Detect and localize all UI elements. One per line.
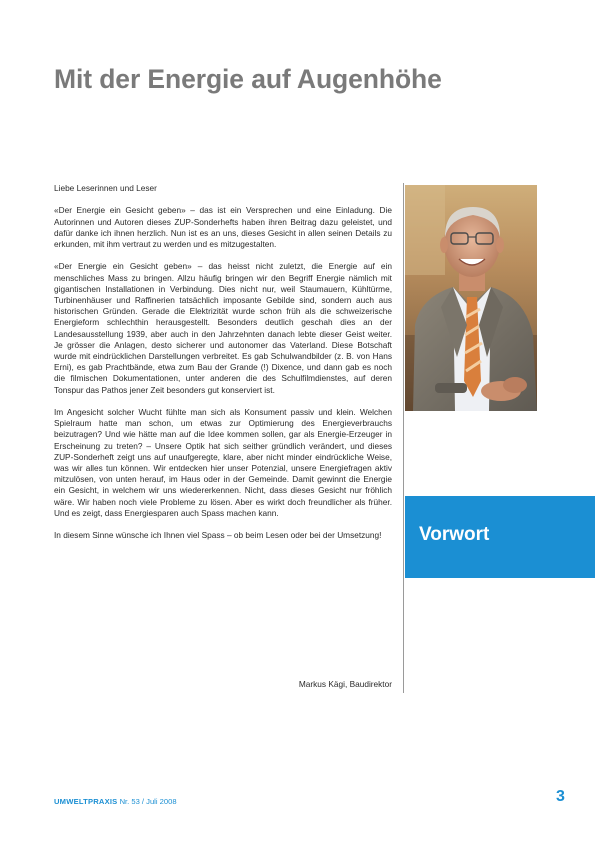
footer-publication	[54, 797, 177, 806]
signature: Markus Kägi, Baudirektor	[298, 679, 392, 689]
publication-name: UMWELTPRAXIS	[54, 797, 118, 806]
page-number: 3	[556, 788, 565, 805]
page-title: Mit der Energie auf Augenhöhe	[54, 64, 442, 94]
paragraph: «Der Energie ein Gesicht geben» – das ist ein Versprechen und eine Einladung. Die Autorinnen und Autoren dieses ZUP-Sonderhefts haben ihren Beitrag dazu geleistet, und dafür danke ich ihnen herzlich. Nun ist es an uns, dieses Gesicht in allen seinen Details zu erkunden, mit ihm vertraut zu werden und es mitzugestalten.	[54, 205, 392, 249]
article-body	[54, 183, 392, 553]
paragraph: Im Angesicht solcher Wucht fühlte man sich als Konsument passiv und klein. Welchen Spielraum hatte man schon, um etwas zur Optimierung des Energieverbrauchs beizutragen? Und wie hätte man auf die Idee kommen sollen, gar als Energie-Erzeuger in Erscheinung zu treten? – Unsere Optik hat sich seither gründlich verändert, und dieses ZUP-Sonderheft zeigt uns auf unaufgeregte, klare, aber nicht minder eindrückliche Weise, was wir alles tun können. Wir entdecken hier unser Potenzial, unsere Energiefragen aktiv mitzulösen, von unten herauf, im Haus oder in der Gemeinde. Damit gewinnt die Energie ein Gesicht, in welchem wir uns wiedererkennen. Nicht, dass dieses Gesicht nur fröhlich wäre. Wir haben noch viele Probleme zu lösen. Aber es wirkt doch freundlicher als früher. Und es zeigt, dass Energiesparen auch Spass machen kann.	[54, 407, 392, 518]
section-banner	[405, 496, 595, 578]
column-divider	[403, 183, 404, 693]
salutation: Liebe Leserinnen und Leser	[54, 183, 157, 193]
paragraph: In diesem Sinne wünsche ich Ihnen viel Spass – ob beim Lesen oder bei der Umsetzung!	[54, 530, 382, 541]
author-portrait	[405, 185, 537, 411]
paragraph: «Der Energie ein Gesicht geben» – das heisst nicht zuletzt, die Energie auf ein menschliches Mass zu bringen. Allzu häufig bringen wir den Begriff Energie nämlich mit gigantischen Installationen in Verbindung. Dies nicht nur, weil Staumauern, Kühltürme, Turbinenhäuser und Raffinerien tatsächlich imposante Gebilde sind, sondern auch aus historischen Gründen. Gerade die Elektrizität wurde schon früh als die schweizerische Energieform schlechthin herausgestellt. Besonders deutlich geschah dies an der Landesausstellung 1939, aber auch in den Jahrzehnten danach lebte dieser Geist weiter. Je grösser die Anlagen, desto sicherer und autonomer das Vaterland. Diese Botschaft wurde mit eindrücklichen Darstellungen verbreitet. Es gab Schulwandbilder (z. B. von Hans Erni), es gab Prachtbände, etwa zum Bau der Grande (!) Dixence, und dann gab es noch die filmischen Dokumentationen, unter anderen die des Schulfilmdienstes, auf deren Tonspur das Pathos jener Zeit besonders gut konserviert ist.	[54, 261, 392, 395]
issue-info: Nr. 53 / Juli 2008	[119, 797, 177, 806]
section-label: Vorwort	[419, 524, 490, 545]
